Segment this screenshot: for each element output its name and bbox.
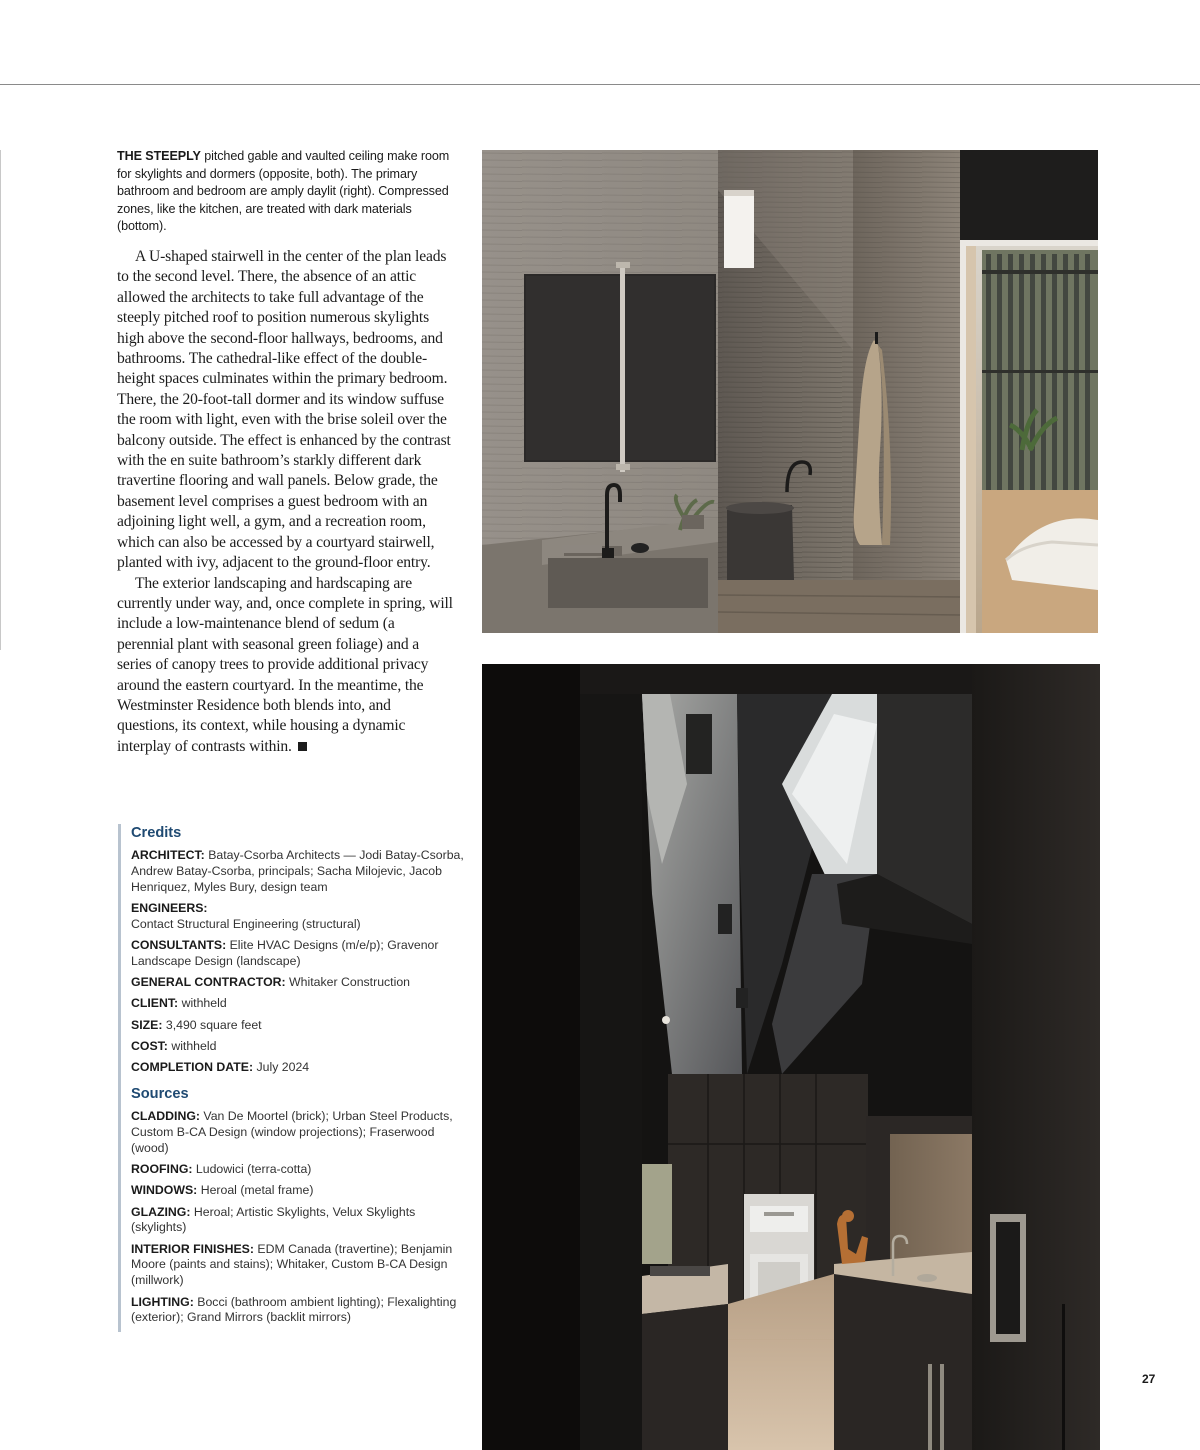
article-body xyxy=(117,247,453,757)
source-label: WINDOWS: xyxy=(131,1183,198,1198)
credit-value: withheld xyxy=(181,996,227,1011)
credit-label: SIZE: xyxy=(131,1017,163,1032)
credit-label: CLIENT: xyxy=(131,996,179,1011)
kitchen-photo xyxy=(482,664,1100,1450)
body-paragraph-last xyxy=(117,574,453,758)
credit-label: ENGINEERS: xyxy=(131,900,208,915)
credit-label: CONSULTANTS: xyxy=(131,937,227,952)
source-value: Bocci (bathroom ambient lighting); Flexalighting (exterior); Grand Mirrors (backlit mirrors) xyxy=(131,1294,457,1325)
end-mark-icon xyxy=(298,742,307,751)
credit-entry xyxy=(131,975,471,991)
caption-lead: THE STEEPLY xyxy=(117,149,201,163)
credit-label: GENERAL CONTRACTOR: xyxy=(131,975,286,990)
credit-value: withheld xyxy=(171,1038,217,1053)
credit-value: 3,490 square feet xyxy=(165,1017,262,1032)
credit-label: COST: xyxy=(131,1038,168,1053)
photo-caption xyxy=(117,148,457,236)
credit-value: Whitaker Construction xyxy=(289,975,411,990)
source-label: ROOFING: xyxy=(131,1161,193,1176)
bathroom-bedroom-photo xyxy=(482,150,1098,633)
credit-value: Contact Structural Engineering (structural) xyxy=(131,916,361,931)
body-paragraph-text: The exterior landscaping and hardscaping are currently under way, and, once complete in spring, will include a low-maintenance blend of sedum (a perennial plant with seasonal green foliage) and a series of canopy trees to provide additional privacy around the eastern courtyard. In the meantime, the Westminster Residence both blends into, and questions, its context, while housing a dynamic interplay of contrasts within. xyxy=(117,574,453,755)
source-value: EDM Canada (travertine); Benjamin Moore (paints and stains); Whitaker, Custom B-CA Design (millwork) xyxy=(131,1241,453,1288)
source-label: INTERIOR FINISHES: xyxy=(131,1241,254,1256)
source-entry xyxy=(131,1242,471,1289)
source-entry xyxy=(131,1109,471,1156)
credit-entry xyxy=(131,1018,471,1034)
source-value: Van De Moortel (brick); Urban Steel Products, Custom B-CA Design (window projections); Fraserwood (wood) xyxy=(131,1109,453,1155)
source-label: GLAZING: xyxy=(131,1204,191,1219)
source-entry xyxy=(131,1183,471,1199)
credit-entry xyxy=(131,1039,471,1055)
source-entry xyxy=(131,1295,471,1327)
credit-label: ARCHITECT: xyxy=(131,848,205,862)
page-number: 27 xyxy=(1142,1372,1156,1386)
credit-entry xyxy=(131,996,471,1012)
credit-entry xyxy=(131,848,471,895)
credit-value: Elite HVAC Designs (m/e/p); Gravenor Landscape Design (landscape) xyxy=(131,937,439,968)
header-rule xyxy=(0,84,1200,85)
source-label: CLADDING: xyxy=(131,1109,200,1124)
credit-entry xyxy=(131,938,471,970)
credits-heading: Credits xyxy=(131,825,182,841)
credit-entry xyxy=(131,1060,471,1076)
caption-text: pitched gable and vaulted ceiling make room for skylights and dormers (opposite, both). The primary bathroom and bedroom are amply daylit (right). Compressed zones, like the kitchen, are treated with dark materials (bottom). xyxy=(117,149,450,234)
body-paragraph: A U-shaped stairwell in the center of the plan leads to the second level. There, the absence of an attic allowed the architects to take full advantage of the steeply pitched roof to position numerous skylights high above the second-floor hallways, bedrooms, and bathrooms. The cathedral-like effect of the double-height spaces culminates within the primary bedroom. There, the 20-foot-tall dormer and its window suffuse the room with light, even with the brise soleil over the balcony outside. The effect is enhanced by the contrast with the en suite bathroom’s starkly different dark travertine flooring and wall panels. Below grade, the basement level comprises a guest bedroom with an adjoining light well, a gym, and a recreation room, which can also be accessed by a courtyard stairwell, planted with ivy, adjacent to the ground-floor entry. xyxy=(117,248,451,572)
source-value: Heroal; Artistic Skylights, Velux Skylights (skylights) xyxy=(131,1204,416,1235)
credit-value: July 2024 xyxy=(256,1060,310,1075)
source-label: LIGHTING: xyxy=(131,1294,194,1309)
source-entry xyxy=(131,1162,471,1178)
source-value: Ludowici (terra-cotta) xyxy=(195,1161,312,1176)
credit-entry xyxy=(131,901,471,933)
credit-label: COMPLETION DATE: xyxy=(131,1060,254,1075)
credits-sidebar xyxy=(118,824,471,1332)
source-value: Heroal (metal frame) xyxy=(200,1183,314,1198)
sources-heading: Sources xyxy=(131,1086,189,1103)
source-entry xyxy=(131,1205,471,1237)
credit-value: Batay-Csorba Architects — Jodi Batay-Csorba, Andrew Batay-Csorba, principals; Sacha Milojevic, Jacob Henriquez, Myles Bury, design team xyxy=(131,848,464,894)
gutter-rule xyxy=(0,150,1,650)
